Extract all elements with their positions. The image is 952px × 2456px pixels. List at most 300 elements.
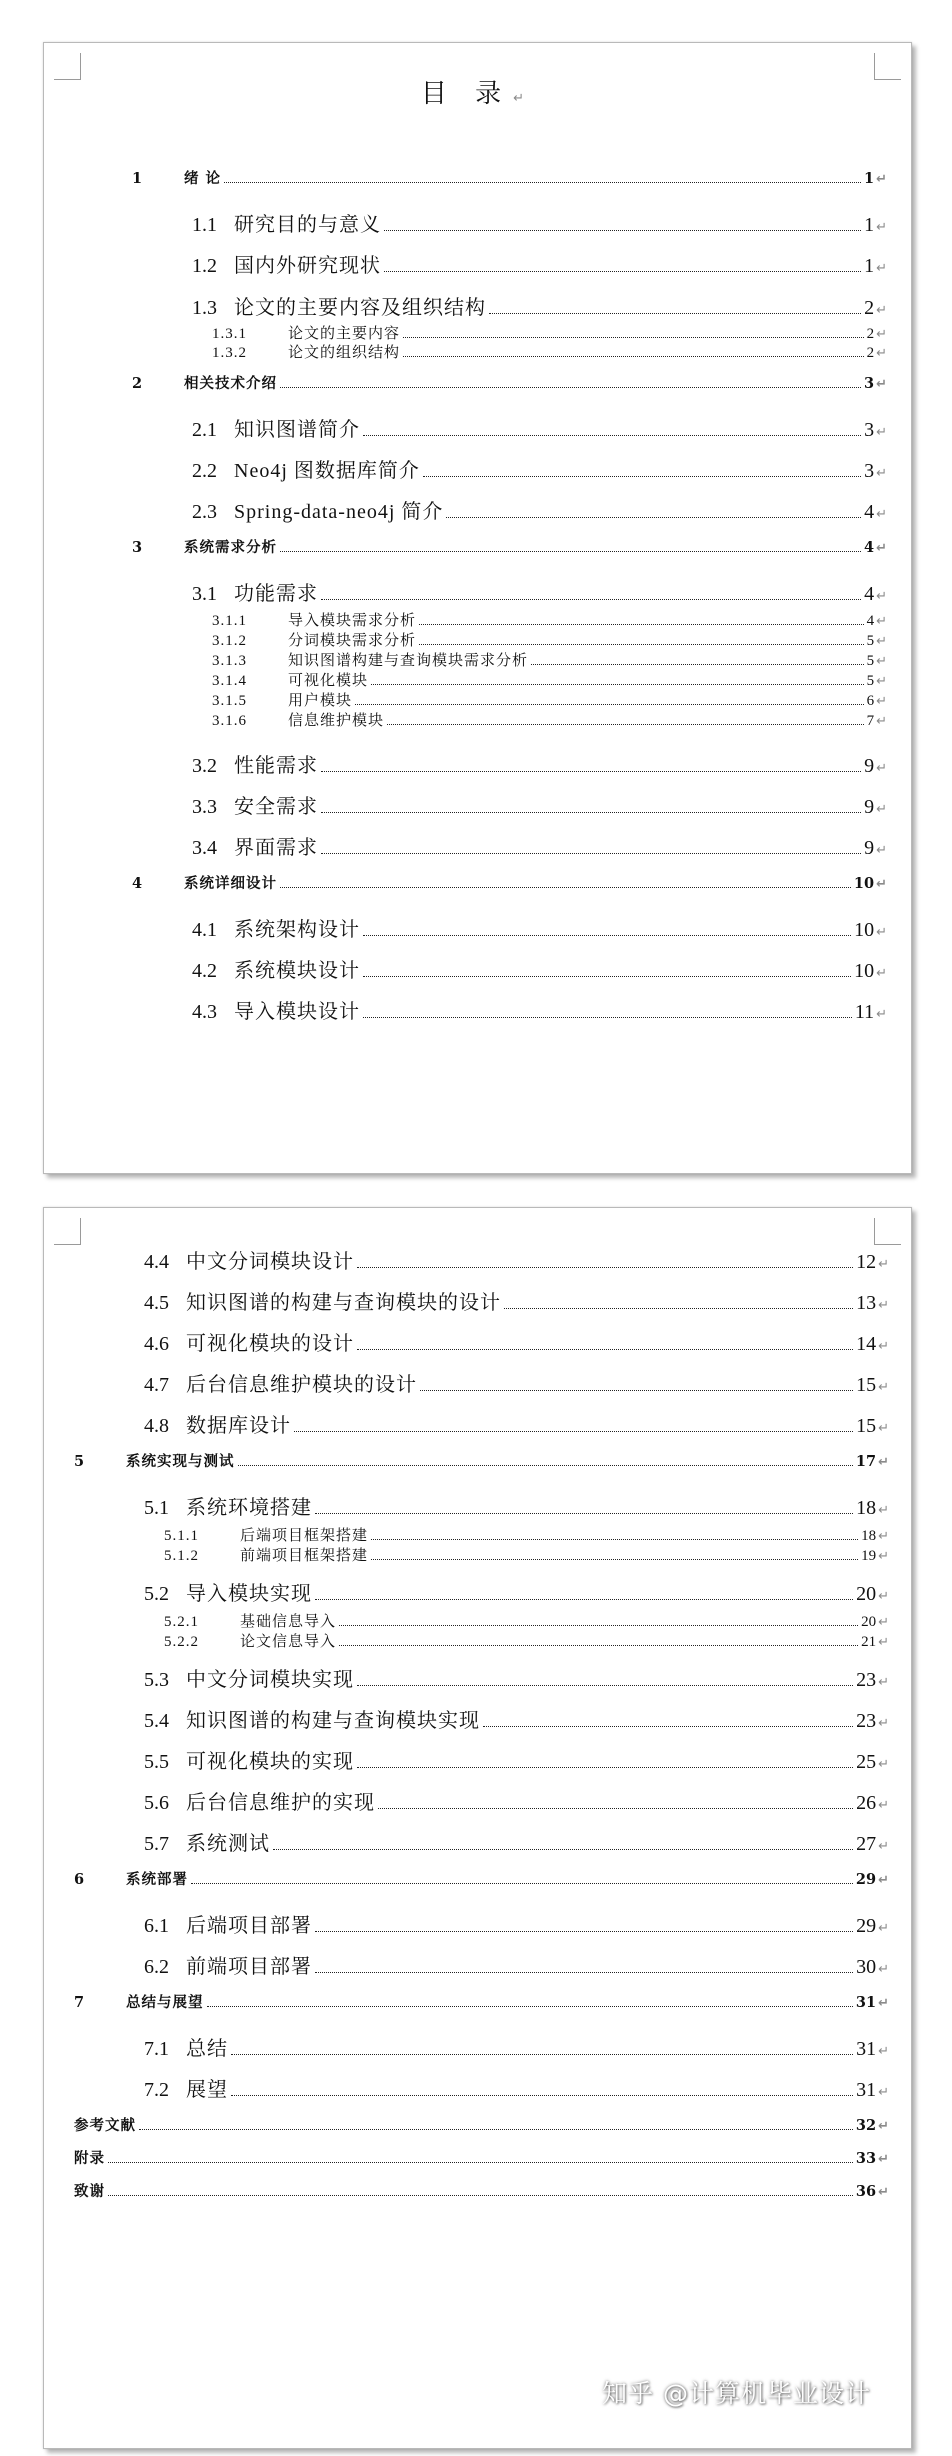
toc-entry-title: 基础信息导入	[240, 1614, 337, 1630]
toc-entry-title: 知识图谱简介	[234, 419, 360, 441]
toc-entry[interactable]	[144, 2032, 889, 2061]
toc-entry[interactable]	[132, 167, 887, 188]
dot-leader	[446, 516, 861, 518]
toc-entry-page: 2	[864, 297, 875, 319]
toc-entry-page: 1	[864, 170, 875, 187]
toc-entry-number: 3.4	[192, 837, 217, 859]
toc-entry-page: 9	[864, 755, 875, 777]
toc-entry[interactable]	[192, 249, 887, 278]
paragraph-mark-icon: ↵	[878, 1839, 889, 1854]
dot-leader	[371, 683, 864, 685]
toc-entry[interactable]	[144, 1368, 889, 1397]
toc-entry-page: 9	[864, 837, 875, 859]
toc-entry-number: 7.2	[144, 2079, 169, 2101]
toc-entry-title: 导入模块实现	[186, 1583, 312, 1605]
toc-entry-page: 3	[864, 419, 875, 441]
toc-entry-page: 5	[866, 633, 875, 649]
toc-entry-page: 2	[866, 345, 875, 361]
toc-entry[interactable]	[144, 1663, 889, 1692]
dot-leader	[357, 1266, 853, 1268]
toc-entry-number: 3	[132, 539, 143, 556]
toc-entry[interactable]	[212, 669, 887, 690]
toc-entry-title: 中文分词模块实现	[186, 1669, 354, 1691]
toc-entry-title: 绪 论	[184, 170, 222, 187]
toc-entry-title: Neo4j 图数据库简介	[234, 460, 420, 482]
dot-leader	[378, 1807, 853, 1809]
paragraph-mark-icon: ↵	[878, 2085, 889, 2100]
toc-entry-page: 36	[855, 2183, 877, 2200]
toc-entry-title: 分词模块需求分析	[288, 633, 417, 649]
toc-entry-page: 33	[855, 2150, 877, 2167]
paragraph-mark-icon: ↵	[878, 1635, 889, 1650]
toc-entry-number: 4.8	[144, 1415, 169, 1437]
toc-entry[interactable]	[164, 1544, 889, 1565]
toc-entry-title: 参考文献	[74, 2117, 136, 2134]
toc-entry[interactable]	[144, 1491, 889, 1520]
toc-entry-page: 21	[861, 1634, 877, 1650]
dot-leader	[420, 1389, 853, 1391]
paragraph-mark-icon: ↵	[878, 1675, 889, 1690]
dot-leader	[315, 1971, 853, 1973]
toc-entry-title: 展望	[186, 2079, 228, 2101]
dot-leader	[315, 1930, 853, 1932]
toc-entry-number: 2.2	[192, 460, 217, 482]
toc-entry-number: 3.1	[192, 583, 217, 605]
dot-leader	[384, 229, 861, 231]
toc-entry-page: 14	[856, 1333, 877, 1355]
toc-entry-title: 系统部署	[126, 1871, 188, 1888]
toc-entry-page: 9	[864, 796, 875, 818]
toc-entry-number: 5.7	[144, 1833, 169, 1855]
paragraph-mark-icon: ↵	[878, 1257, 889, 1272]
dot-leader	[273, 1848, 853, 1850]
dot-leader	[315, 1598, 853, 1600]
toc-entry-title: 后端项目框架搭建	[240, 1528, 369, 1544]
toc-entry-page: 18	[856, 1497, 877, 1519]
toc-title: 目 录 ↵	[420, 79, 535, 109]
toc-entry-title: 系统实现与测试	[126, 1453, 235, 1470]
dot-leader	[357, 1348, 853, 1350]
toc-entry-number: 4.6	[144, 1333, 169, 1355]
paragraph-mark-icon: ↵	[878, 1380, 889, 1395]
dot-leader	[363, 434, 861, 436]
dot-leader	[280, 550, 861, 552]
toc-entry-title: 总结	[186, 2038, 228, 2060]
toc-entry[interactable]	[192, 208, 887, 237]
toc-entry[interactable]	[192, 995, 887, 1024]
toc-entry[interactable]	[74, 2180, 889, 2201]
paragraph-mark-icon: ↵	[878, 1873, 889, 1888]
toc-entry[interactable]	[192, 831, 887, 860]
paragraph-mark-icon: ↵	[878, 1798, 889, 1813]
toc-entry[interactable]	[144, 1245, 889, 1274]
toc-entry-number: 4.3	[192, 1001, 217, 1023]
toc-page-1	[43, 42, 912, 1174]
dot-leader	[339, 1644, 858, 1646]
dot-leader	[207, 2005, 853, 2007]
toc-entry[interactable]	[164, 1630, 889, 1651]
toc-entry-title: 论文的主要内容	[288, 326, 401, 342]
toc-entry-title: 中文分词模块设计	[186, 1251, 354, 1273]
paragraph-mark-icon: ↵	[876, 327, 887, 342]
toc-entry-title: 功能需求	[234, 583, 318, 605]
toc-entry-title: 可视化模块的实现	[186, 1751, 354, 1773]
toc-entry-number: 3.1.3	[212, 653, 247, 669]
dot-leader	[231, 2094, 853, 2096]
dot-leader	[224, 181, 861, 183]
paragraph-mark-icon: ↵	[878, 2119, 889, 2134]
dot-leader	[371, 1558, 858, 1560]
paragraph-mark-icon: ↵	[876, 589, 887, 604]
dot-leader	[419, 643, 864, 645]
toc-entry[interactable]	[192, 495, 887, 524]
toc-entry[interactable]	[212, 709, 887, 730]
toc-entry-number: 6	[74, 1871, 85, 1888]
dot-leader	[238, 1464, 853, 1466]
dot-leader	[363, 934, 851, 936]
dot-leader	[489, 312, 861, 314]
dot-leader	[355, 703, 864, 705]
toc-entry-number: 2.3	[192, 501, 217, 523]
toc-entry-page: 3	[864, 375, 875, 392]
dot-leader	[321, 770, 861, 772]
toc-entry[interactable]	[212, 689, 887, 710]
toc-entry-page: 15	[856, 1415, 877, 1437]
toc-entry-page: 20	[856, 1583, 877, 1605]
toc-entry-page: 30	[856, 1956, 877, 1978]
toc-entry-page: 4	[864, 583, 875, 605]
toc-entry-page: 31	[856, 2079, 877, 2101]
toc-entry-number: 5.2.2	[164, 1634, 199, 1650]
toc-entry[interactable]	[164, 1610, 889, 1631]
toc-entry-number: 1.3.2	[212, 345, 247, 361]
toc-entry[interactable]	[212, 341, 887, 362]
toc-entry-number: 1.3	[192, 297, 217, 319]
toc-entry-number: 4.4	[144, 1251, 169, 1273]
toc-entry[interactable]	[144, 1409, 889, 1438]
dot-leader	[294, 1430, 853, 1432]
toc-entry-number: 5.4	[144, 1710, 169, 1732]
toc-entry-title: 性能需求	[234, 755, 318, 777]
toc-entry-page: 5	[866, 673, 875, 689]
paragraph-mark-icon: ↵	[878, 1455, 889, 1470]
toc-entry-page: 10	[854, 919, 875, 941]
toc-entry-number: 5.6	[144, 1792, 169, 1814]
toc-entry-page: 18	[861, 1528, 877, 1544]
toc-entry-title: 知识图谱的构建与查询模块实现	[186, 1710, 480, 1732]
dot-leader	[321, 811, 861, 813]
dot-leader	[363, 1016, 852, 1018]
dot-leader	[108, 2194, 853, 2196]
toc-entry-number: 5	[74, 1453, 85, 1470]
toc-entry-title: 系统架构设计	[234, 919, 360, 941]
toc-entry-title: 知识图谱构建与查询模块需求分析	[288, 653, 529, 669]
paragraph-mark-icon: ↵	[878, 1549, 889, 1564]
toc-entry-title: 附录	[74, 2150, 105, 2167]
paragraph-mark-icon: ↵	[876, 654, 887, 669]
toc-entry[interactable]	[192, 954, 887, 983]
paragraph-mark-icon: ↵	[876, 346, 887, 361]
paragraph-mark-icon: ↵	[878, 1921, 889, 1936]
toc-entry[interactable]	[192, 749, 887, 778]
toc-entry[interactable]	[164, 1524, 889, 1545]
toc-entry[interactable]	[74, 2147, 889, 2168]
toc-entry-title: 可视化模块的设计	[186, 1333, 354, 1355]
paragraph-mark-icon: ↵	[876, 925, 887, 940]
toc-entry[interactable]	[144, 1786, 889, 1815]
toc-entry-number: 1	[132, 170, 143, 187]
toc-entry-page: 26	[856, 1792, 877, 1814]
toc-entry-title: 后台信息维护模块的设计	[186, 1374, 417, 1396]
toc-entry-title: 致谢	[74, 2183, 105, 2200]
paragraph-mark-icon: ↵	[876, 714, 887, 729]
dot-leader	[403, 336, 864, 338]
dot-leader	[139, 2128, 853, 2130]
toc-entry[interactable]	[212, 629, 887, 650]
toc-entry-page: 15	[856, 1374, 877, 1396]
toc-entry-page: 29	[856, 1915, 877, 1937]
toc-entry-page: 29	[855, 1871, 877, 1888]
toc-entry-number: 6.2	[144, 1956, 169, 1978]
toc-entry-page: 31	[856, 2038, 877, 2060]
paragraph-mark-icon: ↵	[876, 614, 887, 629]
paragraph-mark-icon: ↵	[513, 91, 535, 106]
dot-leader	[315, 1512, 853, 1514]
toc-entry-number: 1.3.1	[212, 326, 247, 342]
toc-entry-page: 10	[854, 960, 875, 982]
toc-entry-number: 4.7	[144, 1374, 169, 1396]
toc-entry-number: 2.1	[192, 419, 217, 441]
toc-entry[interactable]	[192, 790, 887, 819]
dot-leader	[339, 1624, 858, 1626]
toc-entry[interactable]	[74, 2114, 889, 2135]
toc-entry-title: 系统环境搭建	[186, 1497, 312, 1519]
toc-entry[interactable]	[144, 1827, 889, 1856]
dot-leader	[403, 355, 864, 357]
paragraph-mark-icon: ↵	[876, 802, 887, 817]
paragraph-mark-icon: ↵	[878, 1996, 889, 2011]
toc-entry-number: 6.1	[144, 1915, 169, 1937]
dot-leader	[280, 386, 861, 388]
toc-entry-page: 32	[855, 2117, 877, 2134]
toc-entry-title: 系统详细设计	[184, 875, 277, 892]
toc-entry-page: 5	[866, 653, 875, 669]
paragraph-mark-icon: ↵	[878, 1757, 889, 1772]
paragraph-mark-icon: ↵	[876, 634, 887, 649]
toc-entry-page: 13	[856, 1292, 877, 1314]
toc-entry-title: 论文的主要内容及组织结构	[234, 297, 486, 319]
toc-entry[interactable]	[192, 291, 887, 320]
toc-entry-page: 27	[856, 1833, 877, 1855]
paragraph-mark-icon: ↵	[876, 425, 887, 440]
toc-entry-page: 31	[855, 1994, 877, 2011]
toc-entry-page: 6	[866, 693, 875, 709]
toc-entry-number: 4.2	[192, 960, 217, 982]
dot-leader	[280, 886, 851, 888]
paragraph-mark-icon: ↵	[878, 1589, 889, 1604]
dot-leader	[191, 1882, 853, 1884]
toc-entry[interactable]	[132, 372, 887, 393]
toc-entry-page: 7	[866, 713, 875, 729]
toc-entry[interactable]	[144, 1327, 889, 1356]
dot-leader	[321, 852, 861, 854]
dot-leader	[483, 1725, 853, 1727]
toc-entry-number: 5.5	[144, 1751, 169, 1773]
toc-entry-page: 1	[864, 214, 875, 236]
toc-entry-page: 23	[856, 1669, 877, 1691]
toc-entry-title: 界面需求	[234, 837, 318, 859]
paragraph-mark-icon: ↵	[876, 877, 887, 892]
toc-entry[interactable]	[144, 2073, 889, 2102]
toc-entry[interactable]	[192, 577, 887, 606]
toc-entry-page: 12	[856, 1251, 877, 1273]
toc-entry-title: 前端项目框架搭建	[240, 1548, 369, 1564]
dot-leader	[108, 2161, 853, 2163]
paragraph-mark-icon: ↵	[876, 303, 887, 318]
paragraph-mark-icon: ↵	[876, 1007, 887, 1022]
toc-entry-page: 4	[864, 501, 875, 523]
dot-leader	[419, 623, 864, 625]
toc-entry-page: 4	[864, 539, 875, 556]
toc-entry-title: 安全需求	[234, 796, 318, 818]
toc-entry-page: 3	[864, 460, 875, 482]
toc-entry-page: 11	[854, 1001, 875, 1023]
toc-entry[interactable]	[144, 1577, 889, 1606]
toc-entry-title: 论文信息导入	[240, 1634, 337, 1650]
paragraph-mark-icon: ↵	[876, 261, 887, 276]
dot-leader	[321, 598, 861, 600]
toc-entry[interactable]	[144, 1909, 889, 1938]
toc-entry-title: 导入模块设计	[234, 1001, 360, 1023]
toc-entry-title: 相关技术介绍	[184, 375, 277, 392]
toc-entry-number: 5.2	[144, 1583, 169, 1605]
paragraph-mark-icon: ↵	[876, 843, 887, 858]
dot-leader	[387, 723, 864, 725]
toc-entry-page: 4	[866, 613, 875, 629]
dot-leader	[371, 1538, 858, 1540]
toc-entry[interactable]	[144, 1286, 889, 1315]
dot-leader	[504, 1307, 853, 1309]
toc-entry-number: 3.1.5	[212, 693, 247, 709]
toc-entry-number: 1.2	[192, 255, 217, 277]
toc-entry[interactable]	[192, 913, 887, 942]
toc-entry-title: 导入模块需求分析	[288, 613, 417, 629]
margin-corner-mark	[874, 1218, 901, 1245]
toc-entry-number: 3.1.1	[212, 613, 247, 629]
paragraph-mark-icon: ↵	[878, 1421, 889, 1436]
toc-entry-number: 5.3	[144, 1669, 169, 1691]
margin-corner-mark	[54, 1218, 81, 1245]
toc-entry-title: 系统测试	[186, 1833, 270, 1855]
toc-entry[interactable]	[132, 536, 887, 557]
toc-entry[interactable]	[74, 1991, 889, 2012]
toc-entry[interactable]	[74, 1450, 889, 1471]
paragraph-mark-icon: ↵	[876, 674, 887, 689]
toc-entry-number: 5.1.2	[164, 1548, 199, 1564]
toc-entry-number: 7	[74, 1994, 85, 2011]
toc-entry-number: 5.2.1	[164, 1614, 199, 1630]
dot-leader	[363, 975, 851, 977]
paragraph-mark-icon: ↵	[876, 507, 887, 522]
toc-entry-page: 25	[856, 1751, 877, 1773]
dot-leader	[423, 475, 861, 477]
toc-entry[interactable]	[144, 1950, 889, 1979]
paragraph-mark-icon: ↵	[878, 1339, 889, 1354]
toc-entry[interactable]	[212, 322, 887, 343]
paragraph-mark-icon: ↵	[878, 1298, 889, 1313]
paragraph-mark-icon: ↵	[878, 1962, 889, 1977]
toc-entry[interactable]	[212, 649, 887, 670]
toc-entry-title: 用户模块	[288, 693, 353, 709]
paragraph-mark-icon: ↵	[878, 1529, 889, 1544]
paragraph-mark-icon: ↵	[878, 1615, 889, 1630]
toc-entry-page: 10	[853, 875, 875, 892]
toc-entry-page: 23	[856, 1710, 877, 1732]
paragraph-mark-icon: ↵	[876, 466, 887, 481]
paragraph-mark-icon: ↵	[876, 761, 887, 776]
toc-entry-page: 1	[864, 255, 875, 277]
toc-entry[interactable]	[144, 1745, 889, 1774]
toc-entry-number: 7.1	[144, 2038, 169, 2060]
toc-entry-page: 2	[866, 326, 875, 342]
toc-entry[interactable]	[144, 1704, 889, 1733]
paragraph-mark-icon: ↵	[878, 2152, 889, 2167]
toc-entry-title: 后端项目部署	[186, 1915, 312, 1937]
paragraph-mark-icon: ↵	[878, 1503, 889, 1518]
toc-entry-number: 2	[132, 375, 143, 392]
paragraph-mark-icon: ↵	[876, 172, 887, 187]
toc-entry-title: 论文的组织结构	[288, 345, 401, 361]
watermark: 知乎 @计算机毕业设计	[602, 2379, 871, 2408]
toc-entry-title: 系统需求分析	[184, 539, 277, 556]
toc-entry-title: 总结与展望	[126, 1994, 204, 2011]
toc-entry-title: 信息维护模块	[288, 713, 385, 729]
toc-entry[interactable]	[192, 454, 887, 483]
toc-entry-number: 4.5	[144, 1292, 169, 1314]
toc-entry-number: 4	[132, 875, 143, 892]
toc-entry-number: 1.1	[192, 214, 217, 236]
toc-entry[interactable]	[74, 1868, 889, 1889]
toc-entry-number: 3.1.4	[212, 673, 247, 689]
toc-entry-number: 5.1.1	[164, 1528, 199, 1544]
toc-entry-page: 20	[861, 1614, 877, 1630]
dot-leader	[531, 663, 864, 665]
toc-entry[interactable]	[192, 413, 887, 442]
toc-entry-number: 5.1	[144, 1497, 169, 1519]
toc-entry[interactable]	[132, 872, 887, 893]
toc-entry-title: 后台信息维护的实现	[186, 1792, 375, 1814]
dot-leader	[231, 2053, 853, 2055]
toc-entry[interactable]	[212, 609, 887, 630]
toc-entry-number: 3.3	[192, 796, 217, 818]
paragraph-mark-icon: ↵	[878, 2044, 889, 2059]
toc-entry-title: 可视化模块	[288, 673, 369, 689]
dot-leader	[384, 270, 861, 272]
toc-entry-page: 19	[861, 1548, 877, 1564]
dot-leader	[357, 1766, 853, 1768]
toc-entry-page: 17	[855, 1453, 877, 1470]
toc-page-2	[43, 1207, 912, 2449]
toc-entry-number: 3.2	[192, 755, 217, 777]
paragraph-mark-icon: ↵	[876, 694, 887, 709]
paragraph-mark-icon: ↵	[876, 966, 887, 981]
toc-entry-title: Spring-data-neo4j 简介	[234, 501, 444, 523]
toc-entry-number: 4.1	[192, 919, 217, 941]
toc-entry-title: 知识图谱的构建与查询模块的设计	[186, 1292, 501, 1314]
toc-entry-title: 研究目的与意义	[234, 214, 381, 236]
paragraph-mark-icon: ↵	[876, 220, 887, 235]
toc-entry-number: 3.1.6	[212, 713, 247, 729]
